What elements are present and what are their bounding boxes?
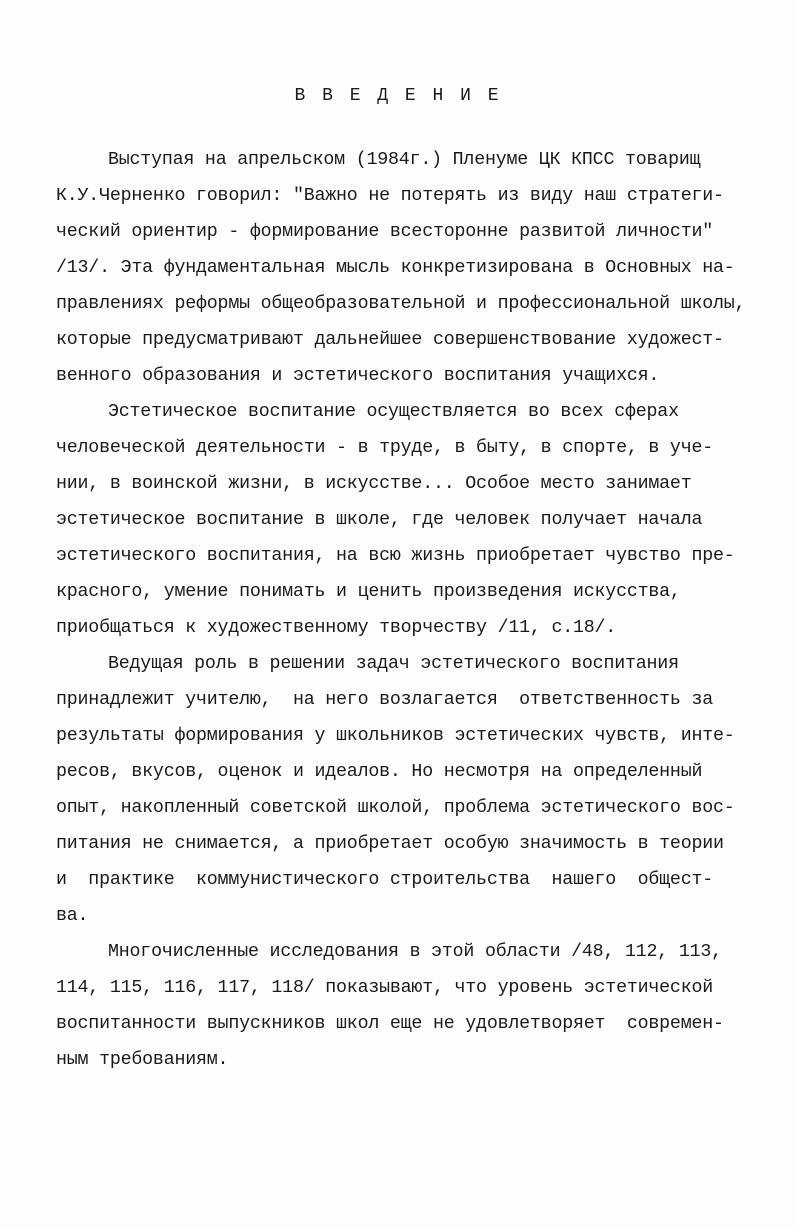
text-line: и практике коммунистического строительства нашего общест- — [56, 870, 714, 890]
text-line: эстетическое воспитание в школе, где человек получает начала — [56, 510, 703, 530]
text-line: нии, в воинской жизни, в искусстве... Особое место занимает — [56, 474, 692, 494]
text-line: ческий ориентир - формирование всесторонне развитой личности" — [56, 222, 714, 242]
text-line: питания не снимается, а приобретает особую значимость в теории — [56, 834, 724, 854]
text-line: человеческой деятельности - в труде, в быту, в спорте, в уче- — [56, 438, 714, 458]
text-line: которые предусматривают дальнейшее совершенствование художест- — [56, 330, 724, 350]
text-line: красного, умение понимать и ценить произведения искусства, — [56, 582, 681, 602]
text-line: приобщаться к художественному творчеству /11, с.18/. — [56, 618, 617, 638]
text-line: Ведущая роль в решении задач эстетического воспитания — [108, 654, 679, 674]
text-line: венного образования и эстетического воспитания учащихся. — [56, 366, 660, 386]
text-line: Выступая на апрельском (1984г.) Пленуме ЦК КПСС товарищ — [108, 150, 701, 170]
text-line: /13/. Эта фундаментальная мысль конкретизирована в Основных на- — [56, 258, 735, 278]
page-title: В В Е Д Е Н И Е — [294, 86, 501, 106]
text-line: ва. — [56, 906, 89, 926]
text-line: К.У.Черненко говорил: "Важно не потерять из виду наш стратеги- — [56, 186, 724, 206]
text-line: правлениях реформы общеобразовательной и профессиональной школы, — [56, 294, 746, 314]
text-line: воспитанности выпускников школ еще не удовлетворяет современ- — [56, 1014, 724, 1034]
text-line: принадлежит учителю, на него возлагается ответственность за — [56, 690, 714, 710]
text-line: опыт, накопленный советской школой, проблема эстетического вос- — [56, 798, 735, 818]
text-line: Многочисленные исследования в этой области /48, 112, 113, — [108, 942, 722, 962]
text-line: эстетического воспитания, на всю жизнь приобретает чувство пре- — [56, 546, 735, 566]
text-line: ным требованиям. — [56, 1050, 229, 1070]
text-line: ресов, вкусов, оценок и идеалов. Но несмотря на определенный — [56, 762, 703, 782]
text-line: Эстетическое воспитание осуществляется во всех сферах — [108, 402, 679, 422]
body-text — [56, 142, 756, 1078]
text-line: 114, 115, 116, 117, 118/ показывают, что уровень эстетической — [56, 978, 714, 998]
text-line: результаты формирования у школьников эстетических чувств, инте- — [56, 726, 735, 746]
